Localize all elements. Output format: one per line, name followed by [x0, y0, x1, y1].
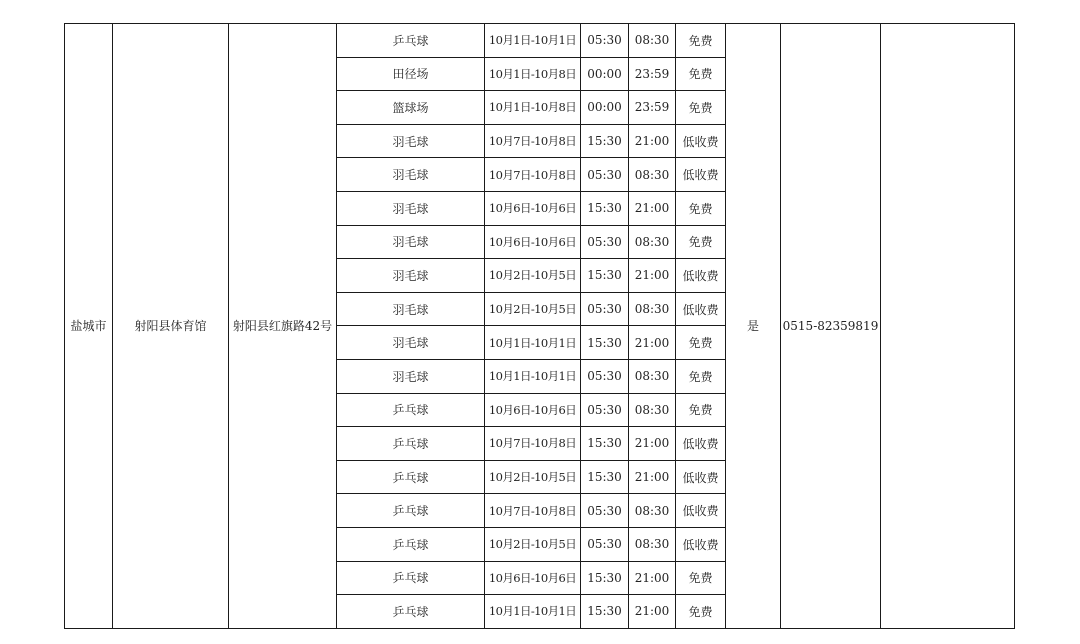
end-time-cell: 21:00: [629, 427, 676, 461]
fee-cell: 免费: [676, 24, 726, 58]
sport-cell: 羽毛球: [337, 191, 485, 225]
sport-cell: 乒乓球: [337, 24, 485, 58]
start-time-cell: 15:30: [581, 460, 629, 494]
phone-cell: 0515-82359819: [781, 24, 881, 629]
date-range-cell: 10月1日-10月1日: [485, 24, 581, 58]
fee-cell: 免费: [676, 359, 726, 393]
fee-cell: 低收费: [676, 259, 726, 293]
open-flag-cell: 是: [726, 24, 781, 629]
fee-cell: 低收费: [676, 124, 726, 158]
date-range-cell: 10月1日-10月1日: [485, 595, 581, 629]
start-time-cell: 05:30: [581, 24, 629, 58]
sport-cell: 羽毛球: [337, 259, 485, 293]
end-time-cell: 21:00: [629, 561, 676, 595]
start-time-cell: 00:00: [581, 57, 629, 91]
sport-cell: 羽毛球: [337, 124, 485, 158]
sport-cell: 乒乓球: [337, 460, 485, 494]
table-row: [65, 24, 1015, 58]
end-time-cell: 21:00: [629, 124, 676, 158]
start-time-cell: 05:30: [581, 292, 629, 326]
start-time-cell: 15:30: [581, 561, 629, 595]
start-time-cell: 05:30: [581, 359, 629, 393]
fee-cell: 低收费: [676, 527, 726, 561]
end-time-cell: 21:00: [629, 259, 676, 293]
start-time-cell: 00:00: [581, 91, 629, 125]
fee-cell: 免费: [676, 191, 726, 225]
end-time-cell: 21:00: [629, 460, 676, 494]
start-time-cell: 15:30: [581, 191, 629, 225]
address-cell: 射阳县红旗路42号: [229, 24, 337, 629]
end-time-cell: 08:30: [629, 225, 676, 259]
fee-cell: 低收费: [676, 427, 726, 461]
venue-schedule-table: [64, 23, 1015, 629]
end-time-cell: 23:59: [629, 91, 676, 125]
city-cell: 盐城市: [65, 24, 113, 629]
fee-cell: 低收费: [676, 460, 726, 494]
end-time-cell: 08:30: [629, 494, 676, 528]
end-time-cell: 21:00: [629, 595, 676, 629]
sport-cell: 乒乓球: [337, 527, 485, 561]
start-time-cell: 15:30: [581, 259, 629, 293]
end-time-cell: 08:30: [629, 393, 676, 427]
end-time-cell: 23:59: [629, 57, 676, 91]
fee-cell: 免费: [676, 393, 726, 427]
notes-cell: [881, 24, 1015, 629]
end-time-cell: 21:00: [629, 326, 676, 360]
date-range-cell: 10月6日-10月6日: [485, 225, 581, 259]
date-range-cell: 10月1日-10月1日: [485, 326, 581, 360]
end-time-cell: 08:30: [629, 359, 676, 393]
end-time-cell: 21:00: [629, 191, 676, 225]
start-time-cell: 15:30: [581, 595, 629, 629]
date-range-cell: 10月7日-10月8日: [485, 158, 581, 192]
fee-cell: 免费: [676, 595, 726, 629]
sport-cell: 乒乓球: [337, 595, 485, 629]
sport-cell: 羽毛球: [337, 158, 485, 192]
end-time-cell: 08:30: [629, 527, 676, 561]
fee-cell: 低收费: [676, 494, 726, 528]
sport-cell: 羽毛球: [337, 225, 485, 259]
sport-cell: 篮球场: [337, 91, 485, 125]
fee-cell: 免费: [676, 225, 726, 259]
fee-cell: 低收费: [676, 292, 726, 326]
fee-cell: 免费: [676, 561, 726, 595]
sport-cell: 乒乓球: [337, 393, 485, 427]
start-time-cell: 05:30: [581, 225, 629, 259]
start-time-cell: 15:30: [581, 124, 629, 158]
fee-cell: 低收费: [676, 158, 726, 192]
fee-cell: 免费: [676, 57, 726, 91]
end-time-cell: 08:30: [629, 292, 676, 326]
date-range-cell: 10月2日-10月5日: [485, 460, 581, 494]
date-range-cell: 10月2日-10月5日: [485, 292, 581, 326]
date-range-cell: 10月7日-10月8日: [485, 124, 581, 158]
sport-cell: 田径场: [337, 57, 485, 91]
schedule-body: [65, 24, 1015, 629]
sport-cell: 乒乓球: [337, 427, 485, 461]
start-time-cell: 05:30: [581, 494, 629, 528]
sport-cell: 羽毛球: [337, 326, 485, 360]
end-time-cell: 08:30: [629, 24, 676, 58]
sport-cell: 羽毛球: [337, 359, 485, 393]
sport-cell: 乒乓球: [337, 494, 485, 528]
date-range-cell: 10月6日-10月6日: [485, 561, 581, 595]
start-time-cell: 05:30: [581, 393, 629, 427]
date-range-cell: 10月1日-10月8日: [485, 57, 581, 91]
date-range-cell: 10月2日-10月5日: [485, 527, 581, 561]
fee-cell: 免费: [676, 326, 726, 360]
end-time-cell: 08:30: [629, 158, 676, 192]
sport-cell: 羽毛球: [337, 292, 485, 326]
date-range-cell: 10月7日-10月8日: [485, 494, 581, 528]
start-time-cell: 15:30: [581, 427, 629, 461]
start-time-cell: 05:30: [581, 527, 629, 561]
sport-cell: 乒乓球: [337, 561, 485, 595]
start-time-cell: 05:30: [581, 158, 629, 192]
date-range-cell: 10月6日-10月6日: [485, 191, 581, 225]
date-range-cell: 10月1日-10月1日: [485, 359, 581, 393]
date-range-cell: 10月2日-10月5日: [485, 259, 581, 293]
fee-cell: 免费: [676, 91, 726, 125]
date-range-cell: 10月7日-10月8日: [485, 427, 581, 461]
date-range-cell: 10月1日-10月8日: [485, 91, 581, 125]
start-time-cell: 15:30: [581, 326, 629, 360]
venue-name-cell: 射阳县体育馆: [113, 24, 229, 629]
date-range-cell: 10月6日-10月6日: [485, 393, 581, 427]
